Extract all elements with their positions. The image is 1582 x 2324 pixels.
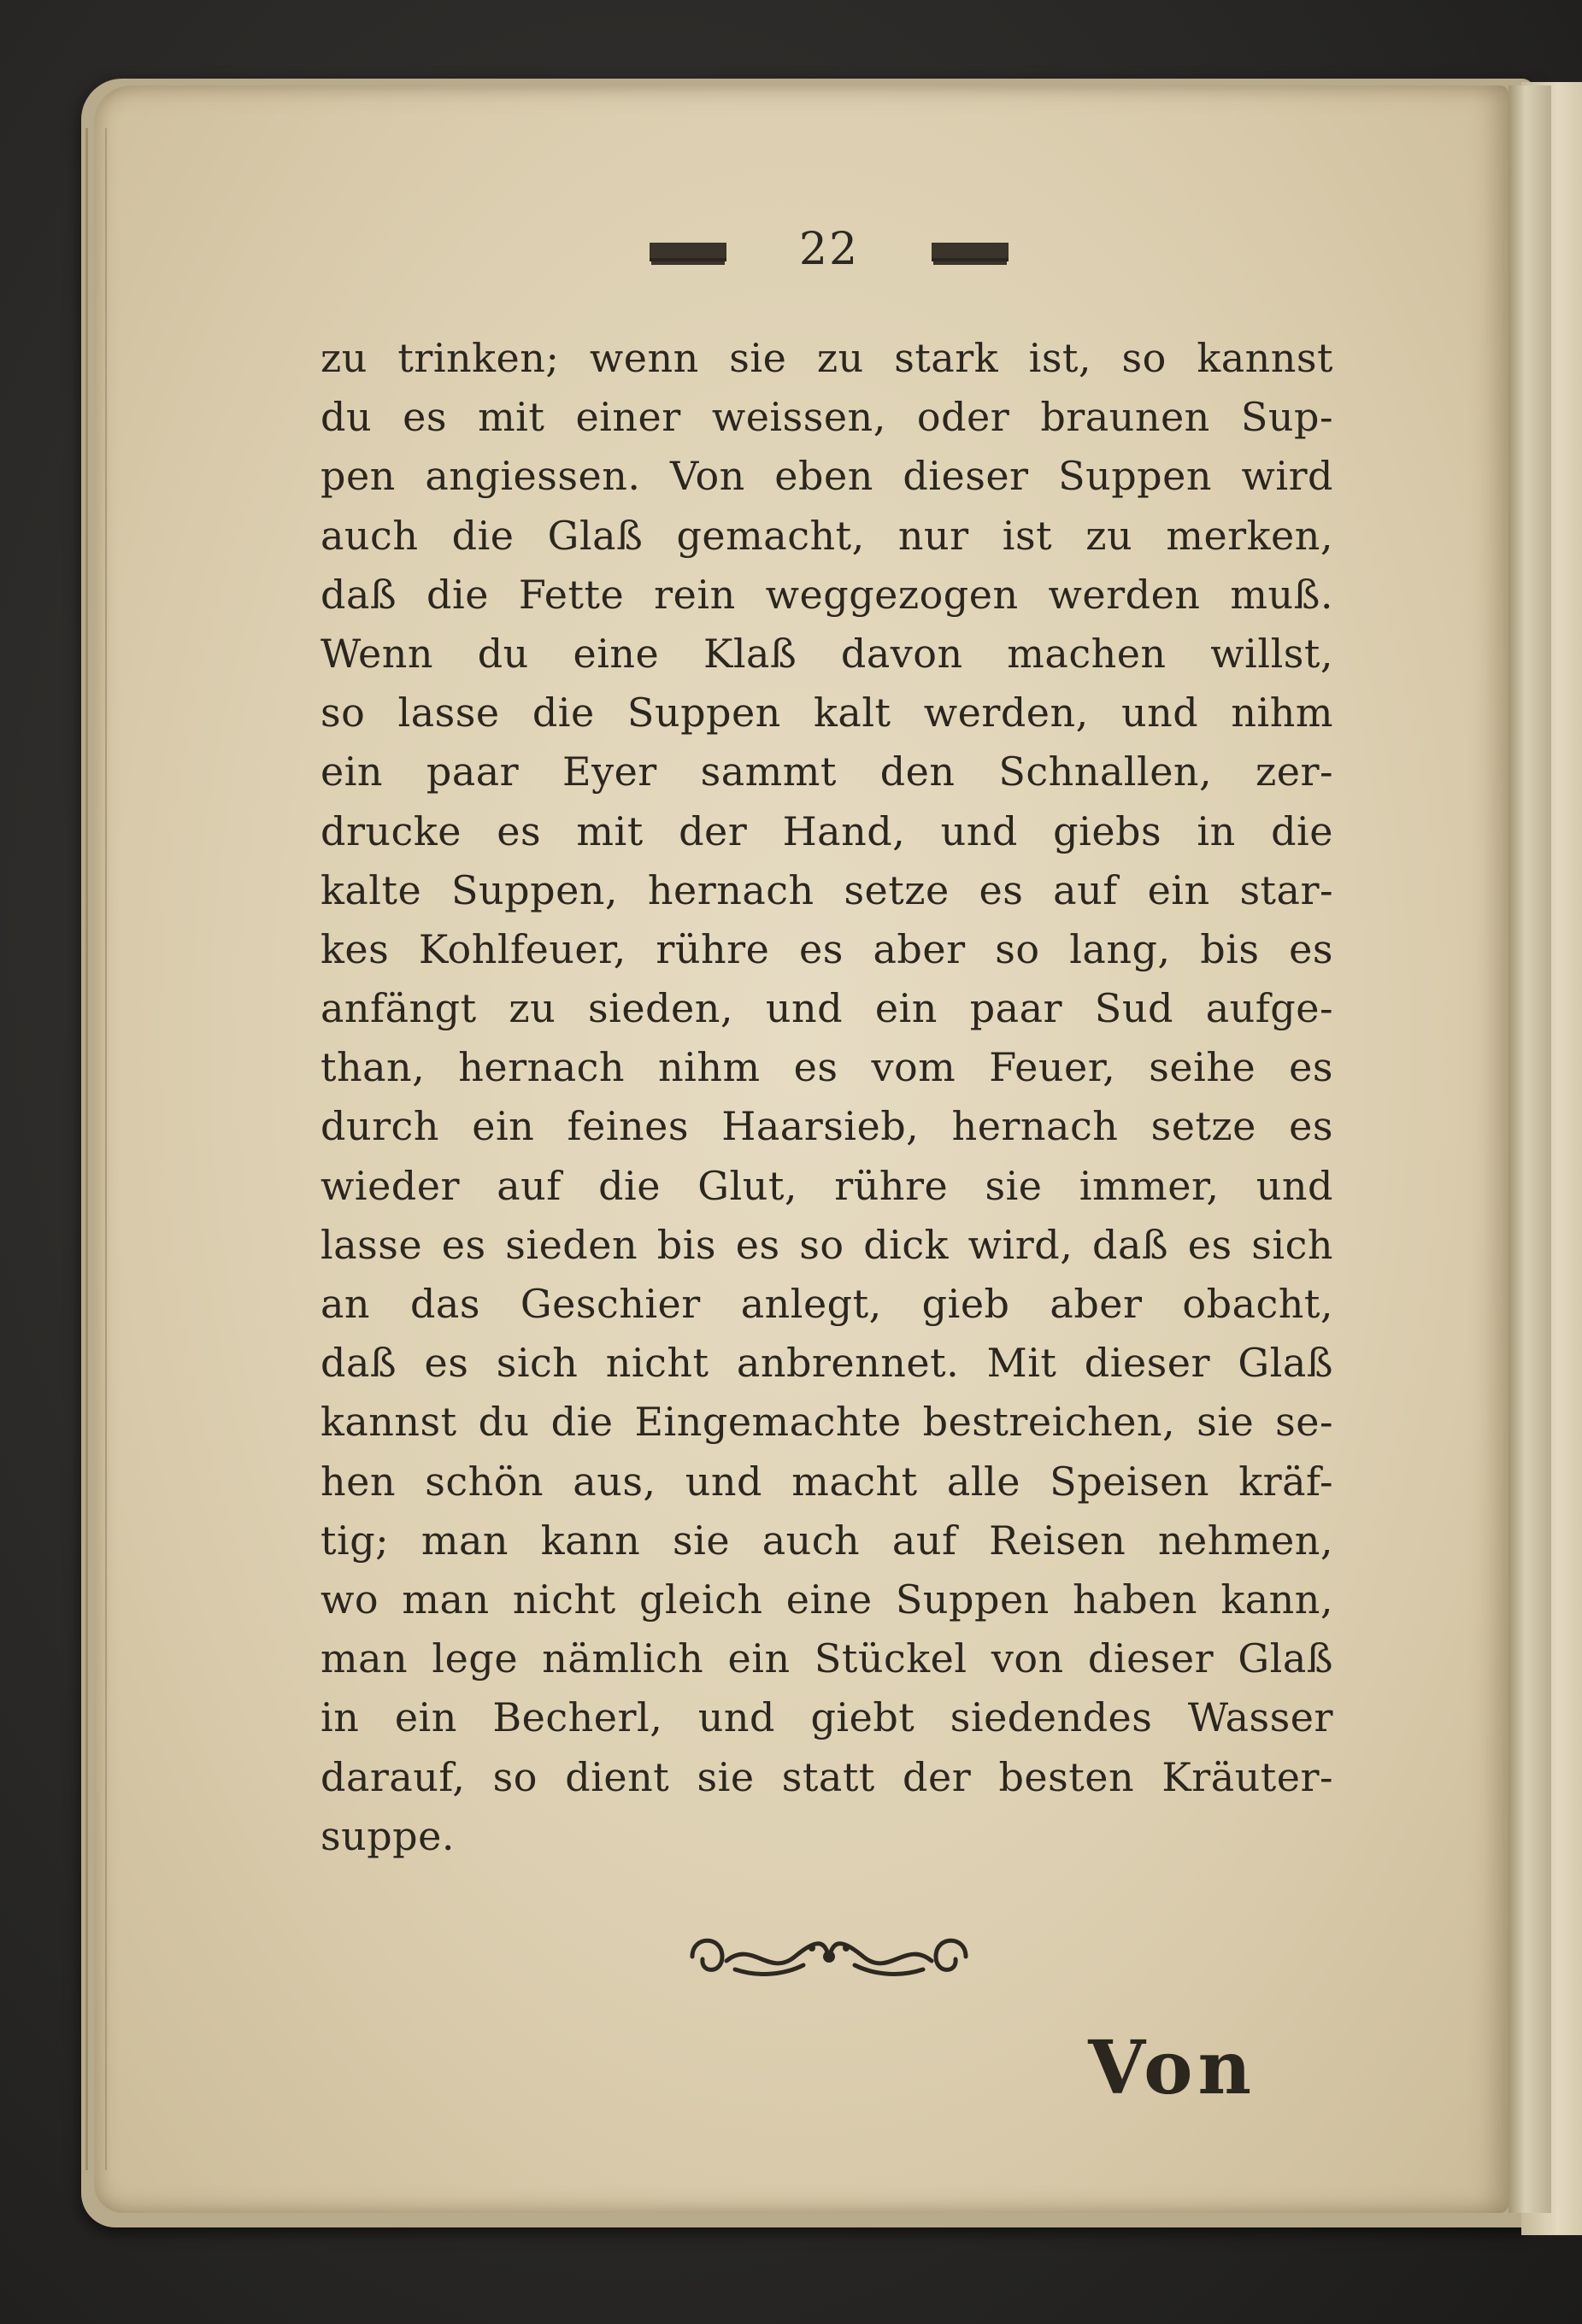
text-line: wieder auf die Glut, rühre sie immer, und <box>321 1162 1333 1209</box>
text-line: tig; man kann sie auch auf Reisen nehmen, <box>321 1517 1333 1564</box>
text-line: du es mit einer weissen, oder braunen Sup- <box>321 394 1333 441</box>
text-line: ein paar Eyer sammt den Schnallen, zer- <box>321 748 1333 795</box>
text-line: man lege nämlich ein Stückel von dieser Glaß <box>321 1635 1333 1682</box>
text-line: so lasse die Suppen kalt werden, und nihm <box>321 690 1333 737</box>
text-line: suppe. <box>321 1812 455 1859</box>
header-rule-right <box>932 243 1009 261</box>
header-rule-left <box>650 243 726 261</box>
text-line: durch ein feines Haarsieb, hernach setze es <box>321 1103 1333 1150</box>
body-text <box>321 329 1333 1866</box>
text-line: kalte Suppen, hernach setze es auf ein star- <box>321 866 1333 913</box>
text-line: Wenn du eine Klaß davon machen willst, <box>321 630 1333 677</box>
text-line: darauf, so dient sie statt der besten Kräuter- <box>321 1753 1333 1800</box>
text-line: hen schön aus, und macht alle Speisen kräf- <box>321 1458 1333 1505</box>
text-line: than, hernach nihm es vom Feuer, seihe es <box>321 1044 1333 1091</box>
book-gutter <box>1508 85 1551 2213</box>
text-line: lasse es sieden bis es so dick wird, daß es sich <box>321 1221 1333 1268</box>
text-line: kannst du die Eingemachte bestreichen, sie se- <box>321 1399 1333 1446</box>
catchword: Von <box>1088 2025 1256 2111</box>
text-line: daß es sich nicht anbrennet. Mit dieser Glaß <box>321 1340 1333 1387</box>
text-line: an das Geschier anlegt, gieb aber obacht, <box>321 1281 1333 1327</box>
page-number: 22 <box>798 224 860 275</box>
text-line: anfängt zu sieden, und ein paar Sud aufge- <box>321 985 1333 1032</box>
page-header <box>650 224 1009 284</box>
text-line: wo man nicht gleich eine Suppen haben kann, <box>321 1576 1333 1623</box>
text-line: in ein Becherl, und giebt siedendes Wasser <box>321 1694 1333 1741</box>
text-line: drucke es mit der Hand, und giebs in die <box>321 807 1333 854</box>
text-line: auch die Glaß gemacht, nur ist zu merken, <box>321 512 1333 559</box>
page-edges <box>85 128 107 2170</box>
text-line: daß die Fette rein weggezogen werden muß. <box>321 571 1333 618</box>
text-line: kes Kohlfeuer, rühre es aber so lang, bis es <box>321 925 1333 972</box>
text-line: zu trinken; wenn sie zu stark ist, so kannst <box>321 335 1333 381</box>
text-line: pen angiessen. Von eben dieser Suppen wird <box>321 453 1333 500</box>
ornament-divider <box>675 1927 983 1987</box>
